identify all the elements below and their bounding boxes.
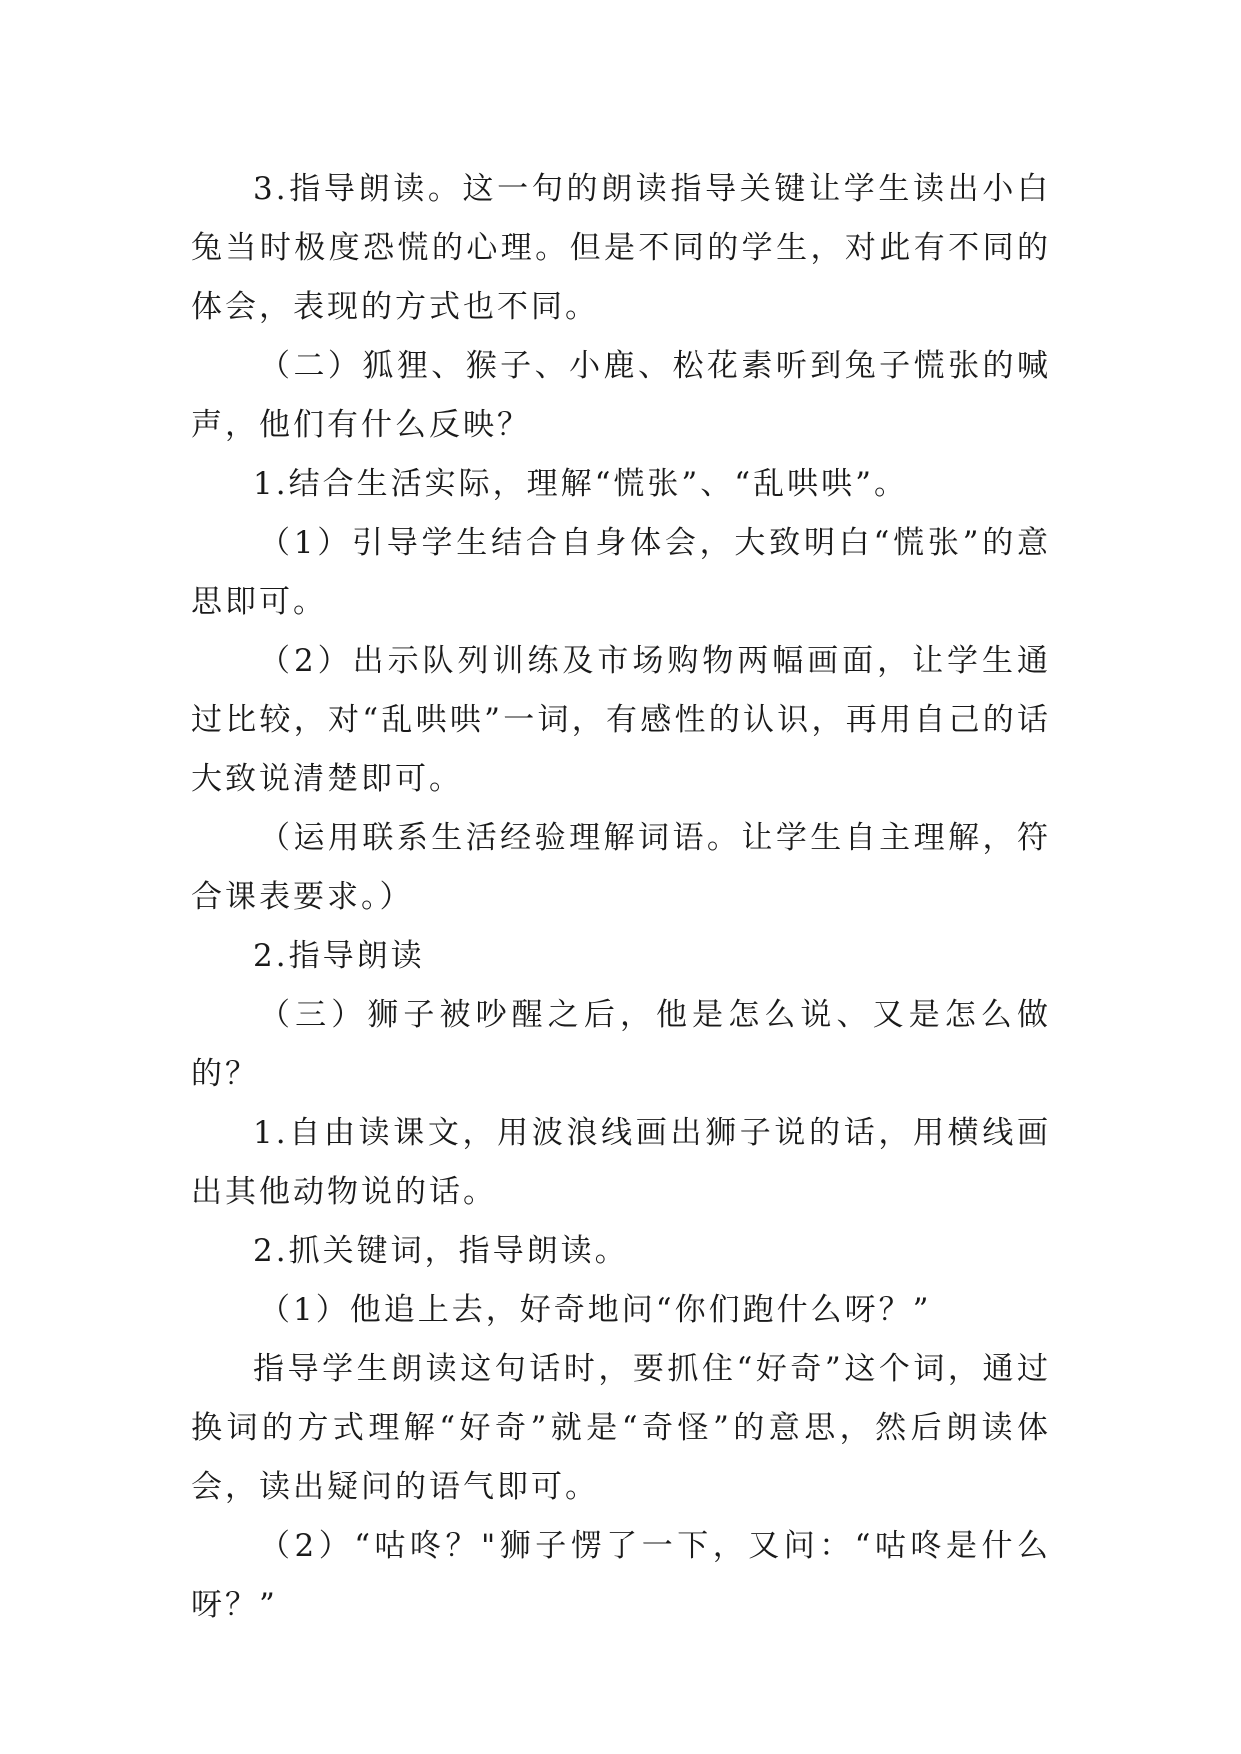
paragraph-sub-item-3: （1）他追上去，好奇地问“你们跑什么呀？” (259, 1292, 932, 1328)
paragraph-guided-reading-1: 3.指导朗读。这一句的朗读指导关键让学生读出小白兔当时极度恐慌的心理。但是不同的学生，对此有不同的体会，表现的方式也不同。 (191, 171, 1051, 325)
paragraph-sub-item-2: （2）出示队列训练及市场购物两幅画面，让学生通过比较，对“乱哄哄”一词，有感性的认识，再用自己的话大致说清楚即可。 (191, 643, 1051, 797)
paragraph-understand-words: 1.结合生活实际，理解“慌张”、“乱哄哄”。 (253, 466, 908, 502)
body-text (191, 160, 1051, 1635)
paragraph-section-two-heading: （二）狐狸、猴子、小鹿、松花素听到兔子慌张的喊声，他们有什么反映？ (191, 348, 1051, 443)
paragraph-sub-item-1: （1）引导学生结合自身体会，大致明白“慌张”的意思即可。 (191, 525, 1051, 620)
paragraph-section-three-heading: （三）狮子被吵醒之后，他是怎么说、又是怎么做的？ (191, 997, 1051, 1092)
paragraph-guided-reading-2: 2.指导朗读 (253, 938, 425, 974)
paragraph-note: （运用联系生活经验理解词语。让学生自主理解，符合课表要求。） (191, 820, 1051, 915)
paragraph-key-words: 2.抓关键词，指导朗读。 (253, 1233, 629, 1269)
paragraph-guidance-detail: 指导学生朗读这句话时，要抓住“好奇”这个词，通过换词的方式理解“好奇”就是“奇怪”的意思，然后朗读体会，读出疑问的语气即可。 (191, 1351, 1051, 1505)
paragraph-free-reading: 1.自由读课文，用波浪线画出狮子说的话，用横线画出其他动物说的话。 (191, 1115, 1051, 1210)
paragraph-sub-item-4: （2）“咕咚？"狮子愣了一下，又问：“咕咚是什么呀？” (191, 1528, 1051, 1623)
